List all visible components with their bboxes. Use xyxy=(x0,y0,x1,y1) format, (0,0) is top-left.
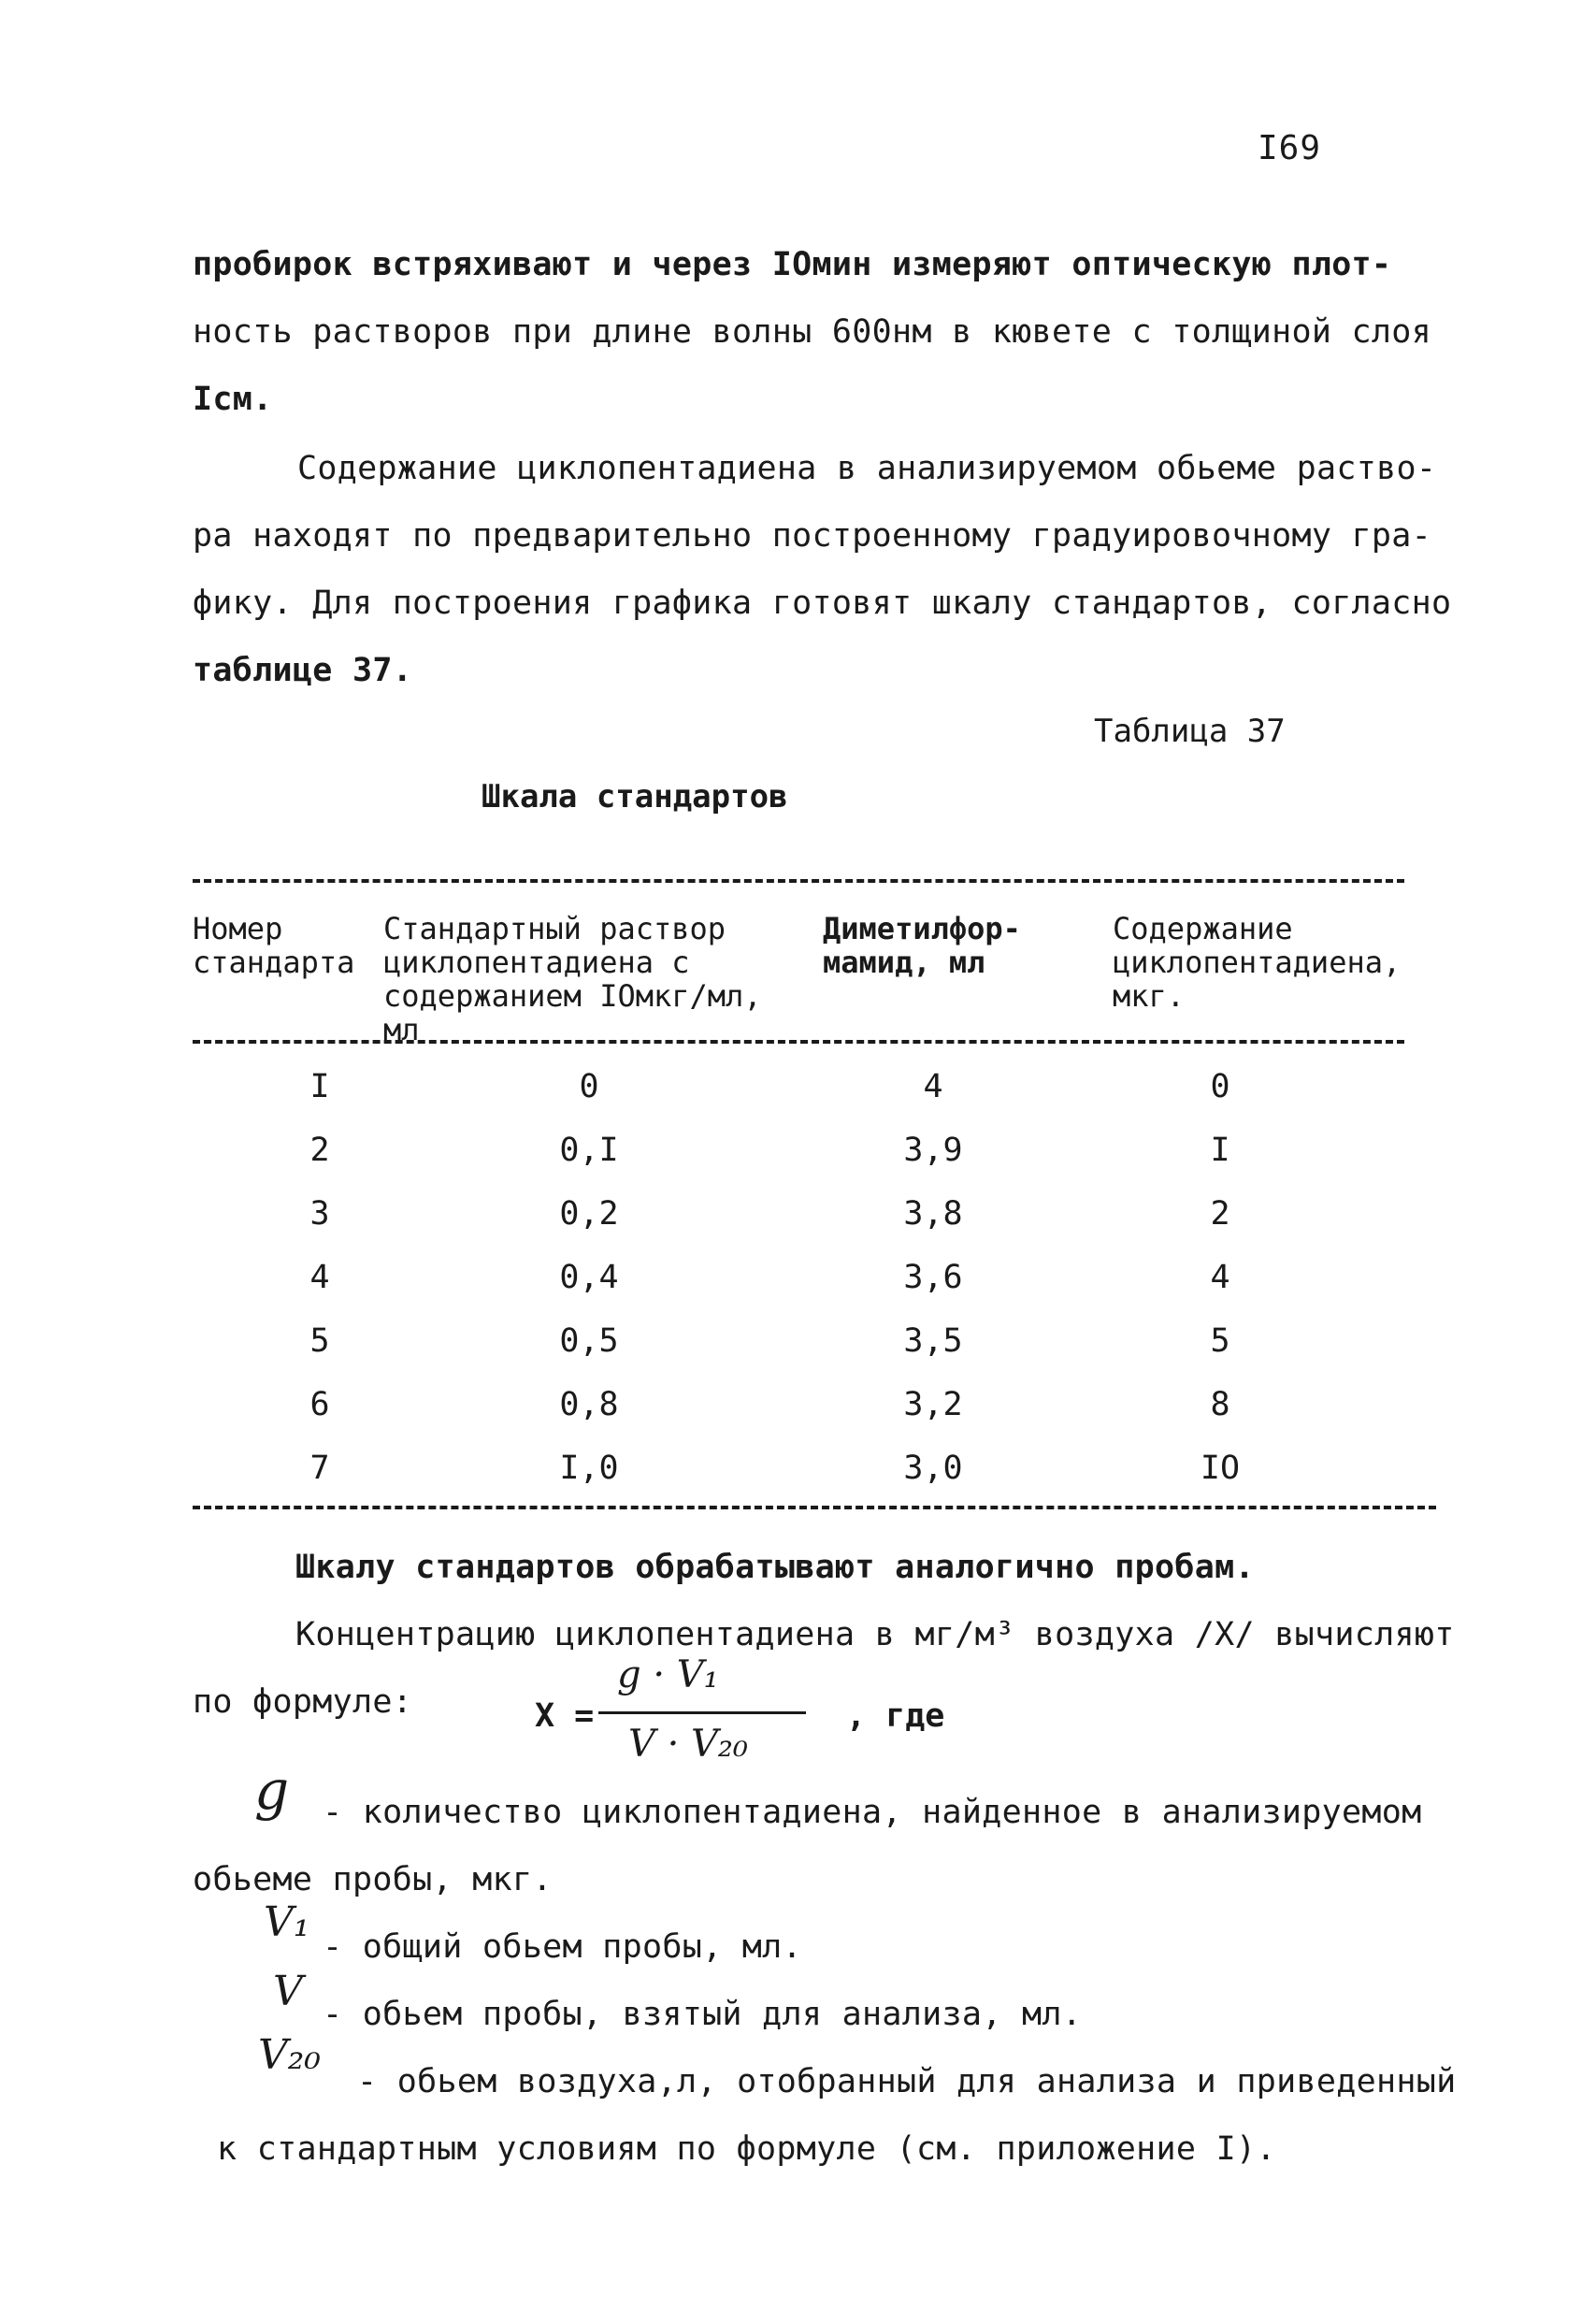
cell-dmf: 4 xyxy=(923,1068,943,1105)
table-top-rule xyxy=(193,879,1404,883)
cell-number: 2 xyxy=(309,1132,330,1169)
cell-dmf: 3,5 xyxy=(903,1322,963,1360)
header-standard-number: Номер стандарта xyxy=(193,911,355,980)
definition-text: - обьем пробы, взятый для анализа, мл. xyxy=(323,1996,1083,2033)
definition-text: - обьем воздуха,л, отобранный для анализа и приведенный xyxy=(357,2063,1457,2100)
formula-suffix: , где xyxy=(846,1697,945,1735)
formula-lhs: X = xyxy=(535,1697,595,1735)
cell-solution: 0 xyxy=(579,1068,599,1105)
cell-number: 3 xyxy=(309,1195,330,1233)
formula-intro: по формуле: xyxy=(193,1683,413,1721)
cell-solution: 0,2 xyxy=(559,1195,619,1233)
intro-line-1: пробирок встряхивают и через IОмин измеряют оптическую плот- xyxy=(193,246,1392,283)
definition-symbol: V₂₀ xyxy=(258,2031,322,2079)
formula-numerator: g · V₁ xyxy=(617,1653,719,1696)
cell-solution: 0,5 xyxy=(559,1322,619,1360)
after-table-line: Шкалу стандартов обрабатывают аналогично пробам. xyxy=(295,1549,1255,1586)
definition-text: - количество циклопентадиена, найденное в анализируемом xyxy=(323,1794,1422,1831)
definition-text: к стандартным условиям по формуле (см. приложение I). xyxy=(217,2130,1276,2168)
fraction-bar xyxy=(598,1711,806,1714)
cell-dmf: 3,0 xyxy=(903,1450,963,1487)
definition-symbol: g xyxy=(254,1758,290,1822)
table-header-rule xyxy=(193,1040,1404,1044)
cell-content: 2 xyxy=(1210,1195,1230,1233)
intro-line-2: ность растворов при длине волны 600нм в кювете с толщиной слоя xyxy=(193,313,1432,351)
table-title: Шкала стандартов xyxy=(482,778,788,815)
concentration-line: Концентрацию циклопентадиена в мг/м³ воздуха /X/ вычисляют xyxy=(295,1616,1455,1653)
intro-line-3: Iсм. xyxy=(193,381,273,418)
table-caption: Таблица 37 xyxy=(1094,713,1286,750)
cell-dmf: 3,6 xyxy=(903,1259,963,1296)
header-standard-solution: Стандартный раствор циклопентадиена с содержанием IОмкг/мл, мл xyxy=(383,911,762,1047)
cell-content: 8 xyxy=(1210,1386,1230,1423)
header-dimethylformamide: Диметилфор- мамид, мл xyxy=(823,911,1021,980)
cell-content: 0 xyxy=(1210,1068,1230,1105)
cell-number: 7 xyxy=(309,1450,330,1487)
cell-solution: 0,I xyxy=(559,1132,619,1169)
definition-text: обьеме пробы, мкг. xyxy=(193,1861,553,1898)
cell-solution: 0,4 xyxy=(559,1259,619,1296)
para2-line-1: Содержание циклопентадиена в анализируемом обьеме раство- xyxy=(297,450,1437,487)
definition-symbol: V xyxy=(273,1968,303,2015)
cell-content: 5 xyxy=(1210,1322,1230,1360)
cell-solution: 0,8 xyxy=(559,1386,619,1423)
para2-line-4: таблице 37. xyxy=(193,652,413,689)
definition-text: - общий обьем пробы, мл. xyxy=(323,1928,802,1966)
cell-dmf: 3,2 xyxy=(903,1386,963,1423)
cell-number: I xyxy=(309,1068,330,1105)
para2-line-3: фику. Для построения графика готовят шкалу стандартов, согласно xyxy=(193,584,1452,622)
formula-denominator: V · V₂₀ xyxy=(628,1723,748,1766)
para2-line-2: ра находят по предварительно построенному градуировочному гра- xyxy=(193,517,1432,555)
cell-number: 4 xyxy=(309,1259,330,1296)
cell-content: 4 xyxy=(1210,1259,1230,1296)
definition-symbol: V₁ xyxy=(264,1898,310,1946)
cell-number: 5 xyxy=(309,1322,330,1360)
table-bottom-rule xyxy=(193,1506,1436,1509)
page-number: I69 xyxy=(1258,129,1322,167)
cell-dmf: 3,8 xyxy=(903,1195,963,1233)
header-content: Содержание циклопентадиена, мкг. xyxy=(1113,911,1402,1014)
cell-solution: I,0 xyxy=(559,1450,619,1487)
cell-content: IO xyxy=(1200,1450,1241,1487)
cell-dmf: 3,9 xyxy=(903,1132,963,1169)
cell-number: 6 xyxy=(309,1386,330,1423)
cell-content: I xyxy=(1210,1132,1230,1169)
